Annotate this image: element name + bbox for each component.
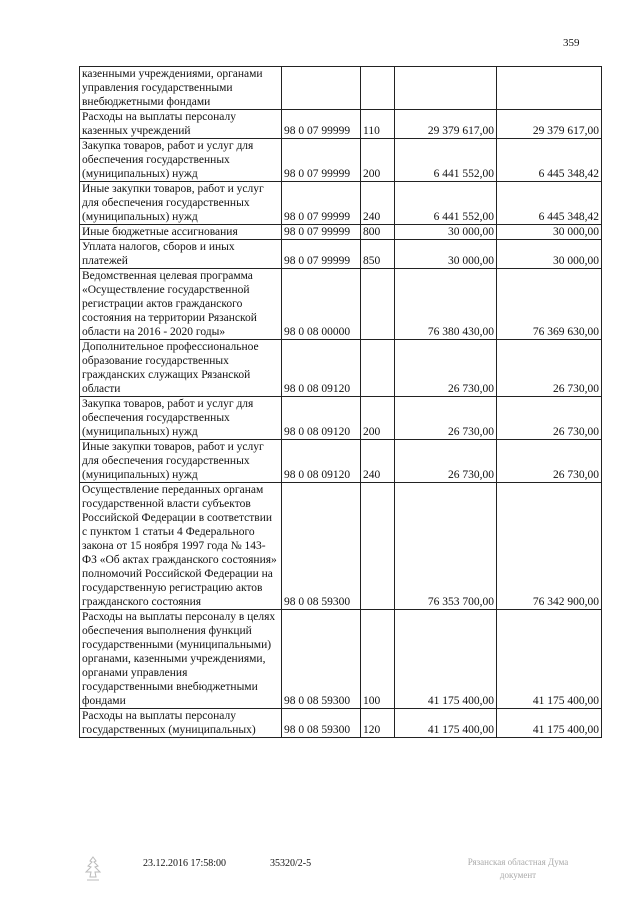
row-description: Иные бюджетные ассигнования — [80, 225, 282, 240]
table-row — [80, 340, 602, 397]
page-number: 359 — [563, 37, 580, 49]
table-row — [80, 709, 602, 738]
target-article-code: 98 0 08 59300 — [282, 709, 361, 738]
target-article-code: 98 0 08 59300 — [282, 483, 361, 610]
expense-type-code: 200 — [361, 139, 395, 182]
expense-type-code: 100 — [361, 610, 395, 709]
table-row — [80, 240, 602, 269]
row-description: Иные закупки товаров, работ и услуг для обеспечения государственных (муниципальных) нужд — [80, 182, 282, 225]
row-description: казенными учреждениями, органами управления государственными внебюджетными фондами — [80, 67, 282, 110]
row-description: Дополнительное профессиональное образование государственных гражданских служащих Рязанской области — [80, 340, 282, 397]
coat-of-arms-icon — [83, 855, 103, 883]
row-description: Расходы на выплаты персоналу в целях обеспечения выполнения функций государственными (муниципальными) органами, казенными учреждениями, органами управления государственными внебюджетными фондами — [80, 610, 282, 709]
target-article-code: 98 0 08 59300 — [282, 610, 361, 709]
row-description: Уплата налогов, сборов и иных платежей — [80, 240, 282, 269]
amount-2016: 41 175 400,00 — [395, 709, 497, 738]
expense-type-code — [361, 67, 395, 110]
amount-2016: 26 730,00 — [395, 440, 497, 483]
row-description: Иные закупки товаров, работ и услуг для обеспечения государственных (муниципальных) нужд — [80, 440, 282, 483]
expense-type-code: 240 — [361, 440, 395, 483]
expense-type-code: 200 — [361, 397, 395, 440]
table-row — [80, 483, 602, 610]
amount-2017: 26 730,00 — [497, 397, 602, 440]
amount-2017 — [497, 67, 602, 110]
amount-2016: 29 379 617,00 — [395, 110, 497, 139]
expense-type-code: 850 — [361, 240, 395, 269]
amount-2016: 76 380 430,00 — [395, 269, 497, 340]
amount-2016: 26 730,00 — [395, 340, 497, 397]
amount-2017: 29 379 617,00 — [497, 110, 602, 139]
table-row — [80, 139, 602, 182]
amount-2017: 41 175 400,00 — [497, 610, 602, 709]
budget-table — [79, 66, 602, 738]
amount-2017: 30 000,00 — [497, 225, 602, 240]
amount-2016: 6 441 552,00 — [395, 182, 497, 225]
amount-2017: 76 342 900,00 — [497, 483, 602, 610]
expense-type-code: 800 — [361, 225, 395, 240]
target-article-code: 98 0 07 99999 — [282, 240, 361, 269]
amount-2017: 76 369 630,00 — [497, 269, 602, 340]
amount-2017: 41 175 400,00 — [497, 709, 602, 738]
table-row — [80, 182, 602, 225]
table-row — [80, 397, 602, 440]
amount-2017: 26 730,00 — [497, 340, 602, 397]
target-article-code: 98 0 08 09120 — [282, 440, 361, 483]
row-description: Расходы на выплаты персоналу государственных (муниципальных) — [80, 709, 282, 738]
footer-document-code: 35320/2-5 — [270, 858, 312, 869]
target-article-code: 98 0 07 99999 — [282, 139, 361, 182]
row-description: Расходы на выплаты персоналу казенных учреждений — [80, 110, 282, 139]
expense-type-code — [361, 483, 395, 610]
table-row — [80, 269, 602, 340]
amount-2016: 41 175 400,00 — [395, 610, 497, 709]
expense-type-code: 240 — [361, 182, 395, 225]
table-row — [80, 225, 602, 240]
target-article-code: 98 0 07 99999 — [282, 110, 361, 139]
amount-2016: 30 000,00 — [395, 225, 497, 240]
expense-type-code: 120 — [361, 709, 395, 738]
expense-type-code: 110 — [361, 110, 395, 139]
footer-date: 23.12.2016 17:58:00 — [143, 858, 227, 869]
amount-2017: 30 000,00 — [497, 240, 602, 269]
table-row — [80, 610, 602, 709]
target-article-code — [282, 67, 361, 110]
row-description: Закупка товаров, работ и услуг для обеспечения государственных (муниципальных) нужд — [80, 139, 282, 182]
target-article-code: 98 0 07 99999 — [282, 225, 361, 240]
target-article-code: 98 0 08 09120 — [282, 397, 361, 440]
row-description: Осуществление переданных органам государственной власти субъектов Российской Федерации в соответствии с пунктом 1 статьи 4 Федерального закона от 15 ноября 1997 года № 143-ФЗ «Об актах гражданского состояния» полномочий Российской Федерации на государственную регистрацию актов гражданского состояния — [80, 483, 282, 610]
row-description: Ведомственная целевая программа «Осуществление государственной регистрации актов гражданского состояния на территории Рязанской области на 2016 - 2020 годы» — [80, 269, 282, 340]
footer-org-line1: Рязанская областная Дума — [467, 857, 569, 867]
page-footer — [0, 857, 640, 897]
target-article-code: 98 0 08 09120 — [282, 340, 361, 397]
amount-2017: 26 730,00 — [497, 440, 602, 483]
table-row — [80, 110, 602, 139]
expense-type-code — [361, 269, 395, 340]
target-article-code: 98 0 07 99999 — [282, 182, 361, 225]
table-row — [80, 67, 602, 110]
amount-2017: 6 445 348,42 — [497, 139, 602, 182]
expense-type-code — [361, 340, 395, 397]
footer-organization — [443, 856, 593, 882]
target-article-code: 98 0 08 00000 — [282, 269, 361, 340]
amount-2016: 6 441 552,00 — [395, 139, 497, 182]
amount-2016: 30 000,00 — [395, 240, 497, 269]
table-row — [80, 440, 602, 483]
amount-2016: 76 353 700,00 — [395, 483, 497, 610]
row-description: Закупка товаров, работ и услуг для обеспечения государственных (муниципальных) нужд — [80, 397, 282, 440]
amount-2016: 26 730,00 — [395, 397, 497, 440]
amount-2017: 6 445 348,42 — [497, 182, 602, 225]
amount-2016 — [395, 67, 497, 110]
footer-org-line2: документ — [499, 870, 537, 880]
